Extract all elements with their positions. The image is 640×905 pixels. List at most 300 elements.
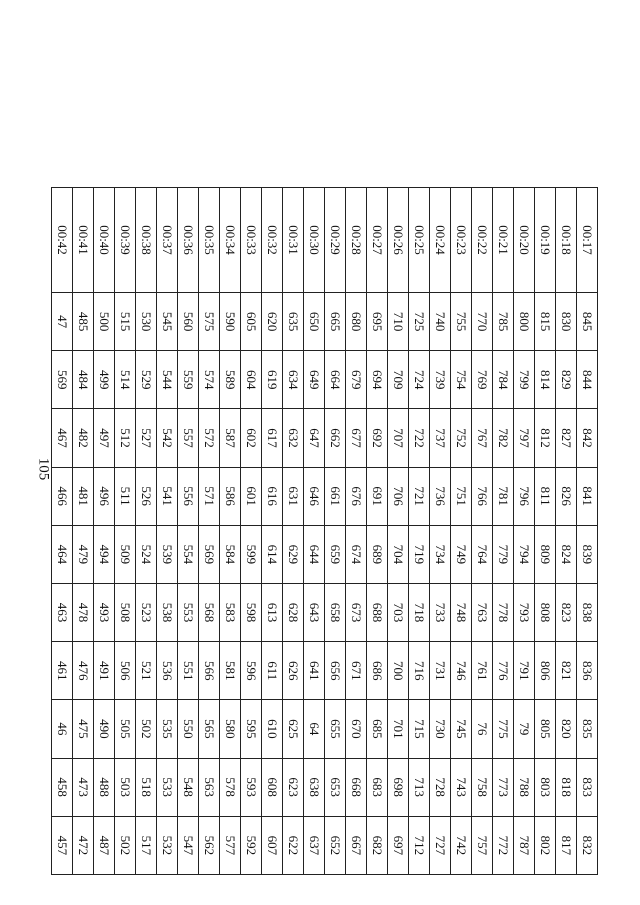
value-cell: 649 (304, 351, 325, 409)
value-cell: 563 (199, 758, 220, 816)
table-row (451, 188, 472, 875)
value-cell: 722 (409, 409, 430, 467)
value-cell: 496 (94, 467, 115, 525)
value-cell: 623 (283, 758, 304, 816)
table-row (556, 188, 577, 875)
value-cell: 611 (262, 642, 283, 700)
table-row (94, 188, 115, 875)
value-cell: 632 (283, 409, 304, 467)
value-cell: 748 (451, 583, 472, 641)
time-cell: 00:32 (262, 188, 283, 293)
value-cell: 755 (451, 293, 472, 351)
value-cell: 824 (556, 525, 577, 583)
value-cell: 557 (178, 409, 199, 467)
value-cell: 554 (178, 525, 199, 583)
value-cell: 529 (136, 351, 157, 409)
table-row (346, 188, 367, 875)
data-table (51, 187, 598, 875)
value-cell: 832 (577, 816, 598, 874)
value-cell: 544 (157, 351, 178, 409)
table-row (283, 188, 304, 875)
value-cell: 685 (367, 700, 388, 758)
value-cell: 734 (430, 525, 451, 583)
value-cell: 650 (304, 293, 325, 351)
value-cell: 716 (409, 642, 430, 700)
value-cell: 658 (325, 583, 346, 641)
value-cell: 472 (73, 816, 94, 874)
value-cell: 758 (472, 758, 493, 816)
value-cell: 788 (514, 758, 535, 816)
value-cell: 602 (241, 409, 262, 467)
time-cell: 00:19 (535, 188, 556, 293)
value-cell: 614 (262, 525, 283, 583)
value-cell: 833 (577, 758, 598, 816)
value-cell: 797 (514, 409, 535, 467)
value-cell: 763 (472, 583, 493, 641)
value-cell: 500 (94, 293, 115, 351)
value-cell: 728 (430, 758, 451, 816)
value-cell: 772 (493, 816, 514, 874)
time-cell: 00:22 (472, 188, 493, 293)
value-cell: 703 (388, 583, 409, 641)
value-cell: 769 (472, 351, 493, 409)
value-cell: 586 (220, 467, 241, 525)
value-cell: 749 (451, 525, 472, 583)
value-cell: 458 (52, 758, 73, 816)
value-cell: 761 (472, 642, 493, 700)
value-cell: 751 (451, 467, 472, 525)
table-row (220, 188, 241, 875)
value-cell: 764 (472, 525, 493, 583)
value-cell: 694 (367, 351, 388, 409)
value-cell: 512 (115, 409, 136, 467)
value-cell: 559 (178, 351, 199, 409)
value-cell: 506 (115, 642, 136, 700)
value-cell: 656 (325, 642, 346, 700)
value-cell: 574 (199, 351, 220, 409)
value-cell: 653 (325, 758, 346, 816)
value-cell: 781 (493, 467, 514, 525)
value-cell: 695 (367, 293, 388, 351)
value-cell: 697 (388, 816, 409, 874)
table-row (241, 188, 262, 875)
value-cell: 671 (346, 642, 367, 700)
value-cell: 617 (262, 409, 283, 467)
value-cell: 568 (199, 583, 220, 641)
value-cell: 532 (157, 816, 178, 874)
time-cell: 00:41 (73, 188, 94, 293)
value-cell: 721 (409, 467, 430, 525)
value-cell: 631 (283, 467, 304, 525)
value-cell: 575 (199, 293, 220, 351)
table-row (115, 188, 136, 875)
value-cell: 646 (304, 467, 325, 525)
value-cell: 620 (262, 293, 283, 351)
value-cell: 733 (430, 583, 451, 641)
value-cell: 682 (367, 816, 388, 874)
value-cell: 479 (73, 525, 94, 583)
value-cell: 799 (514, 351, 535, 409)
time-cell: 00:25 (409, 188, 430, 293)
value-cell: 803 (535, 758, 556, 816)
value-cell: 550 (178, 700, 199, 758)
value-cell: 782 (493, 409, 514, 467)
value-cell: 530 (136, 293, 157, 351)
value-cell: 527 (136, 409, 157, 467)
value-cell: 779 (493, 525, 514, 583)
value-cell: 812 (535, 409, 556, 467)
table-row (178, 188, 199, 875)
value-cell: 776 (493, 642, 514, 700)
table-row (367, 188, 388, 875)
table-row (430, 188, 451, 875)
value-cell: 841 (577, 467, 598, 525)
value-cell: 616 (262, 467, 283, 525)
value-cell: 521 (136, 642, 157, 700)
time-cell: 00:36 (178, 188, 199, 293)
value-cell: 601 (241, 467, 262, 525)
time-cell: 00:27 (367, 188, 388, 293)
value-cell: 499 (94, 351, 115, 409)
value-cell: 659 (325, 525, 346, 583)
value-cell: 562 (199, 816, 220, 874)
value-cell: 662 (325, 409, 346, 467)
value-cell: 64 (304, 700, 325, 758)
value-cell: 791 (514, 642, 535, 700)
value-cell: 686 (367, 642, 388, 700)
value-cell: 461 (52, 642, 73, 700)
value-cell: 485 (73, 293, 94, 351)
value-cell: 524 (136, 525, 157, 583)
table-row (199, 188, 220, 875)
value-cell: 523 (136, 583, 157, 641)
value-cell: 785 (493, 293, 514, 351)
value-cell: 704 (388, 525, 409, 583)
value-cell: 497 (94, 409, 115, 467)
value-cell: 619 (262, 351, 283, 409)
value-cell: 593 (241, 758, 262, 816)
table-row (325, 188, 346, 875)
value-cell: 583 (220, 583, 241, 641)
value-cell: 643 (304, 583, 325, 641)
value-cell: 542 (157, 409, 178, 467)
value-cell: 487 (94, 816, 115, 874)
table-row (472, 188, 493, 875)
value-cell: 757 (472, 816, 493, 874)
value-cell: 676 (346, 467, 367, 525)
value-cell: 635 (283, 293, 304, 351)
value-cell: 584 (220, 525, 241, 583)
value-cell: 701 (388, 700, 409, 758)
value-cell: 622 (283, 816, 304, 874)
value-cell: 502 (136, 700, 157, 758)
value-cell: 700 (388, 642, 409, 700)
value-cell: 706 (388, 467, 409, 525)
value-cell: 844 (577, 351, 598, 409)
value-cell: 823 (556, 583, 577, 641)
value-cell: 560 (178, 293, 199, 351)
value-cell: 493 (94, 583, 115, 641)
value-cell: 667 (346, 816, 367, 874)
value-cell: 476 (73, 642, 94, 700)
value-cell: 679 (346, 351, 367, 409)
value-cell: 457 (52, 816, 73, 874)
value-cell: 821 (556, 642, 577, 700)
value-cell: 802 (535, 816, 556, 874)
value-cell: 553 (178, 583, 199, 641)
value-cell: 836 (577, 642, 598, 700)
value-cell: 566 (199, 642, 220, 700)
value-cell: 464 (52, 525, 73, 583)
value-cell: 745 (451, 700, 472, 758)
value-cell: 661 (325, 467, 346, 525)
value-cell: 581 (220, 642, 241, 700)
value-cell: 598 (241, 583, 262, 641)
value-cell: 670 (346, 700, 367, 758)
value-cell: 817 (556, 816, 577, 874)
time-cell: 00:38 (136, 188, 157, 293)
time-cell: 00:26 (388, 188, 409, 293)
table-row (136, 188, 157, 875)
time-cell: 00:40 (94, 188, 115, 293)
time-cell: 00:24 (430, 188, 451, 293)
value-cell: 715 (409, 700, 430, 758)
value-cell: 505 (115, 700, 136, 758)
time-cell: 00:23 (451, 188, 472, 293)
table-body (52, 188, 598, 875)
value-cell: 754 (451, 351, 472, 409)
value-cell: 590 (220, 293, 241, 351)
table-row (262, 188, 283, 875)
value-cell: 752 (451, 409, 472, 467)
value-cell: 572 (199, 409, 220, 467)
value-cell: 526 (136, 467, 157, 525)
value-cell: 488 (94, 758, 115, 816)
value-cell: 794 (514, 525, 535, 583)
time-cell: 00:28 (346, 188, 367, 293)
value-cell: 665 (325, 293, 346, 351)
value-cell: 484 (73, 351, 94, 409)
value-cell: 637 (304, 816, 325, 874)
value-cell: 739 (430, 351, 451, 409)
value-cell: 673 (346, 583, 367, 641)
value-cell: 626 (283, 642, 304, 700)
value-cell: 475 (73, 700, 94, 758)
value-cell: 655 (325, 700, 346, 758)
value-cell: 811 (535, 467, 556, 525)
value-cell: 740 (430, 293, 451, 351)
value-cell: 607 (262, 816, 283, 874)
time-cell: 00:42 (52, 188, 73, 293)
value-cell: 724 (409, 351, 430, 409)
value-cell: 712 (409, 816, 430, 874)
value-cell: 494 (94, 525, 115, 583)
value-cell: 596 (241, 642, 262, 700)
table-row (493, 188, 514, 875)
value-cell: 508 (115, 583, 136, 641)
value-cell: 770 (472, 293, 493, 351)
value-cell: 79 (514, 700, 535, 758)
value-cell: 47 (52, 293, 73, 351)
value-cell: 644 (304, 525, 325, 583)
value-cell: 796 (514, 467, 535, 525)
value-cell: 608 (262, 758, 283, 816)
value-cell: 691 (367, 467, 388, 525)
value-cell: 725 (409, 293, 430, 351)
value-cell: 800 (514, 293, 535, 351)
value-cell: 830 (556, 293, 577, 351)
table-row (157, 188, 178, 875)
value-cell: 835 (577, 700, 598, 758)
value-cell: 839 (577, 525, 598, 583)
value-cell: 571 (199, 467, 220, 525)
table-row (577, 188, 598, 875)
value-cell: 688 (367, 583, 388, 641)
value-cell: 541 (157, 467, 178, 525)
value-cell: 491 (94, 642, 115, 700)
value-cell: 565 (199, 700, 220, 758)
value-cell: 518 (136, 758, 157, 816)
value-cell: 473 (73, 758, 94, 816)
time-cell: 00:18 (556, 188, 577, 293)
value-cell: 680 (346, 293, 367, 351)
time-cell: 00:30 (304, 188, 325, 293)
value-cell: 775 (493, 700, 514, 758)
value-cell: 628 (283, 583, 304, 641)
value-cell: 668 (346, 758, 367, 816)
value-cell: 515 (115, 293, 136, 351)
time-cell: 00:33 (241, 188, 262, 293)
time-cell: 00:39 (115, 188, 136, 293)
value-cell: 551 (178, 642, 199, 700)
value-cell: 677 (346, 409, 367, 467)
value-cell: 629 (283, 525, 304, 583)
value-cell: 514 (115, 351, 136, 409)
value-cell: 731 (430, 642, 451, 700)
value-cell: 604 (241, 351, 262, 409)
value-cell: 490 (94, 700, 115, 758)
value-cell: 778 (493, 583, 514, 641)
value-cell: 587 (220, 409, 241, 467)
value-cell: 556 (178, 467, 199, 525)
value-cell: 517 (136, 816, 157, 874)
time-cell: 00:21 (493, 188, 514, 293)
value-cell: 730 (430, 700, 451, 758)
value-cell: 536 (157, 642, 178, 700)
table-row (388, 188, 409, 875)
rotated-table-container (55, 187, 598, 875)
value-cell: 578 (220, 758, 241, 816)
value-cell: 820 (556, 700, 577, 758)
value-cell: 647 (304, 409, 325, 467)
value-cell: 545 (157, 293, 178, 351)
page-number-text: 105 (35, 457, 52, 481)
value-cell: 719 (409, 525, 430, 583)
value-cell: 718 (409, 583, 430, 641)
value-cell: 634 (283, 351, 304, 409)
value-cell: 569 (52, 351, 73, 409)
value-cell: 805 (535, 700, 556, 758)
value-cell: 727 (430, 816, 451, 874)
value-cell: 595 (241, 700, 262, 758)
value-cell: 652 (325, 816, 346, 874)
value-cell: 605 (241, 293, 262, 351)
value-cell: 502 (115, 816, 136, 874)
value-cell: 692 (367, 409, 388, 467)
value-cell: 736 (430, 467, 451, 525)
value-cell: 539 (157, 525, 178, 583)
value-cell: 787 (514, 816, 535, 874)
table-row (535, 188, 556, 875)
table-row (514, 188, 535, 875)
value-cell: 746 (451, 642, 472, 700)
value-cell: 610 (262, 700, 283, 758)
value-cell: 538 (157, 583, 178, 641)
time-cell: 00:37 (157, 188, 178, 293)
value-cell: 625 (283, 700, 304, 758)
value-cell: 742 (451, 816, 472, 874)
value-cell: 815 (535, 293, 556, 351)
value-cell: 845 (577, 293, 598, 351)
value-cell: 577 (220, 816, 241, 874)
value-cell: 535 (157, 700, 178, 758)
value-cell: 592 (241, 816, 262, 874)
value-cell: 511 (115, 467, 136, 525)
value-cell: 569 (199, 525, 220, 583)
value-cell: 76 (472, 700, 493, 758)
value-cell: 809 (535, 525, 556, 583)
value-cell: 814 (535, 351, 556, 409)
value-cell: 737 (430, 409, 451, 467)
value-cell: 773 (493, 758, 514, 816)
value-cell: 509 (115, 525, 136, 583)
table-row (52, 188, 73, 875)
value-cell: 547 (178, 816, 199, 874)
value-cell: 784 (493, 351, 514, 409)
value-cell: 548 (178, 758, 199, 816)
value-cell: 589 (220, 351, 241, 409)
time-cell: 00:34 (220, 188, 241, 293)
time-cell: 00:31 (283, 188, 304, 293)
value-cell: 827 (556, 409, 577, 467)
value-cell: 482 (73, 409, 94, 467)
value-cell: 641 (304, 642, 325, 700)
value-cell: 466 (52, 467, 73, 525)
value-cell: 709 (388, 351, 409, 409)
value-cell: 481 (73, 467, 94, 525)
value-cell: 613 (262, 583, 283, 641)
value-cell: 698 (388, 758, 409, 816)
value-cell: 478 (73, 583, 94, 641)
value-cell: 707 (388, 409, 409, 467)
time-cell: 00:17 (577, 188, 598, 293)
value-cell: 463 (52, 583, 73, 641)
table-row (409, 188, 430, 875)
value-cell: 533 (157, 758, 178, 816)
value-cell: 808 (535, 583, 556, 641)
time-cell: 00:29 (325, 188, 346, 293)
value-cell: 664 (325, 351, 346, 409)
time-cell: 00:35 (199, 188, 220, 293)
table-row (73, 188, 94, 875)
value-cell: 806 (535, 642, 556, 700)
value-cell: 766 (472, 467, 493, 525)
value-cell: 46 (52, 700, 73, 758)
value-cell: 713 (409, 758, 430, 816)
value-cell: 818 (556, 758, 577, 816)
value-cell: 599 (241, 525, 262, 583)
value-cell: 710 (388, 293, 409, 351)
